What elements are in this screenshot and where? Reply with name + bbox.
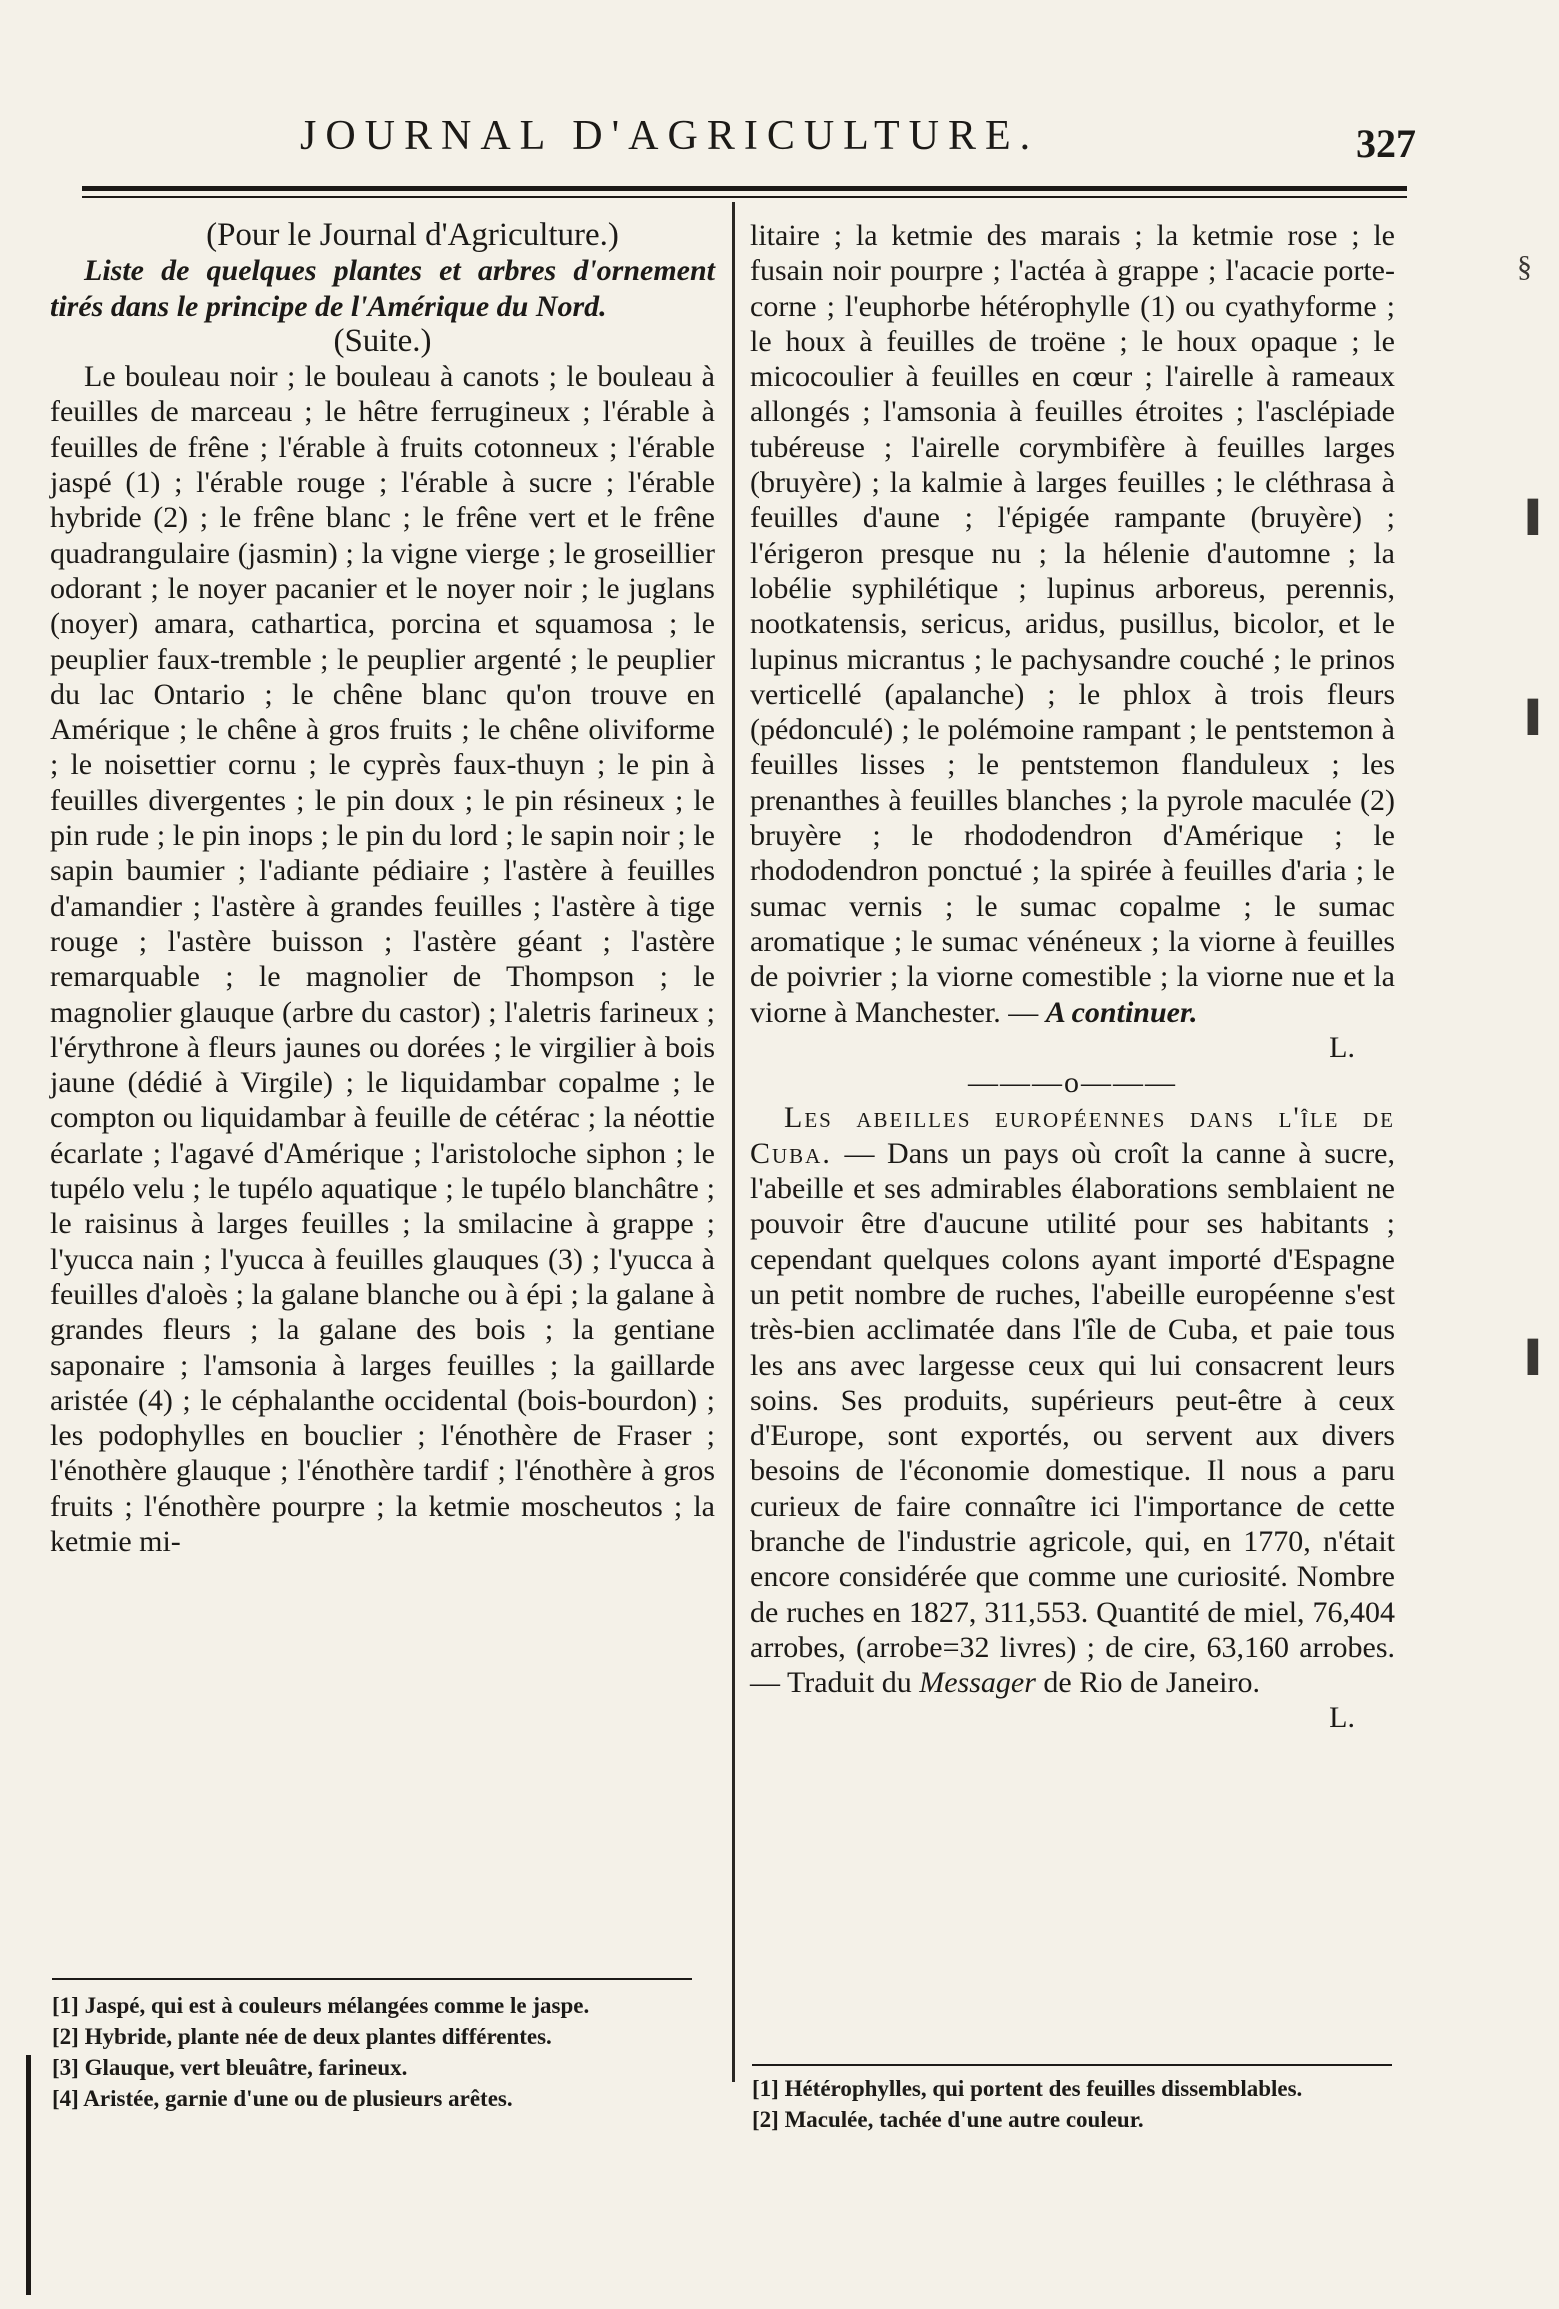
list-continuation: [750, 218, 1395, 1030]
footnote: [3] Glauque, vert bleuâtre, farineux.: [52, 2055, 408, 2080]
article-body: Le bouleau noir ; le bouleau à canots ; le bouleau à feuilles de marceau ; le hêtre ferrugineux ; l'érable à feuilles de frêne ; l'érable à fruits cotonneux ; l'érable jaspé (1) ; l'érable rouge ; l'érable à sucre ; l'érable hybride (2) ; le frêne blanc ; le frêne vert et le frêne quadrangulaire (jasmin) ; la vigne vierge ; le groseillier odorant ; le noyer pacanier et le noyer noir ; le juglans (noyer) amara, cathartica, porcina et squamosa ; le peuplier faux-tremble ; le peuplier argenté ; le peuplier du lac Ontario ; le chêne blanc qu'on trouve en Amérique ; le chêne à gros fruits ; le chêne oliviforme ; le noisettier cornu ; le cyprès faux-thuyn ; le pin à feuilles divergentes ; le pin doux ; le pin résineux ; le pin rude ; le pin inops ; le pin du lord ; le sapin noir ; le sapin baumier ; l'adiante pédiaire ; l'astère à feuilles d'amandier ; l'astère à grandes feuilles ; l'astère à tige rouge ; l'astère buisson ; l'astère géant ; l'astère remarquable ; le magnolier de Thompson ; le magnolier glauque (arbre du castor) ; l'aletris farineux ; l'érythrone à fleurs jaunes ou dorées ; le virgilier à bois jaune (dédié à Virgile) ; le liquidambar copalme ; le compton ou liquidambar à feuille de cétérac ; la néottie écarlate ; l'agavé d'Amérique ; l'aristoloche siphon ; le tupélo velu ; le tupélo aquatique ; le tupélo blanchâtre ; le raisinus à larges feuilles ; la smilacine à grappe ; l'yucca nain ; l'yucca à feuilles glauques (3) ; l'yucca à feuilles d'aloès ; la galane blanche ou à épi ; la galane à grandes fleurs ; la galane des bois ; la gentiane saponaire ; l'amsonia à larges feuilles ; la gaillarde aristée (4) ; le céphalanthe occidental (bois-bourdon) ; les podophylles en bouclier ; l'énothère de Fraser ; l'énothère glauque ; l'énothère tardif ; l'énothère à gros fruits ; l'énothère pourpre ; la ketmie moscheutos ; la ketmie mi-: [50, 360, 715, 1558]
list-body: litaire ; la ketmie des marais ; la ketmie rose ; le fusain noir pourpre ; l'actéa à grappe ; l'acacie porte-corne ; l'euphorbe hétérophylle (1) ou cyathyforme ; le houx à feuilles de troëne ; le houx opaque ; le micocoulier à feuilles en cœur ; l'airelle à rameaux allongés ; l'amsonia à feuilles étroites ; l'asclépiade tubéreuse ; l'airelle corymbifère à feuilles larges (bruyère) ; la kalmie à larges feuilles ; le cléthrasa à feuilles d'aune ; l'épigée rampante (bruyère) ; l'érigeron presque nu ; la hélenie d'automne ; la lobélie syphilétique ; lupinus arboreus, perennis, nootkatensis, sericus, aridus, pusillus, bicolor, et le lupinus micrantus ; le pachysandre couché ; le prinos verticellé (apalanche) ; le phlox à trois fleurs (pédonculé) ; le polémoine rampant ; le pentstemon à feuilles lisses ; le pentstemon flanduleux ; les prenanthes à feuilles blanches ; la pyrole maculée (2) bruyère ; le rhododendron d'Amérique ; le rhododendron ponctué ; la spirée à feuilles d'aria ; le sumac vernis ; le sumac copalme ; le sumac aromatique ; le sumac vénéneux ; la viorne à feuilles de poivrier ; la viorne comestible ; la viorne nue et la viorne à Manchester. —: [750, 219, 1395, 1029]
article-subtitle: Liste de quelques plantes et arbres d'ornement tirés dans le principe de l'Amérique du Nord.: [50, 254, 715, 323]
footnote: [4] Aristée, garnie d'une ou de plusieurs arêtes.: [52, 2086, 513, 2111]
footnote: [2] Maculée, tachée d'une autre couleur.: [752, 2107, 1144, 2132]
footnote: [2] Hybride, plante née de deux plantes différentes.: [52, 2024, 552, 2049]
running-head: JOURNAL D'AGRICULTURE.: [300, 113, 1040, 159]
footnote-rule: [52, 1978, 692, 1980]
footnote-rule: [752, 2064, 1392, 2066]
article-tail: de Rio de Janeiro.: [1043, 1666, 1260, 1700]
source-name: Messager: [919, 1666, 1036, 1700]
left-column: [50, 218, 715, 1559]
margin-mark: ▐: [1517, 1340, 1539, 1373]
section-ornament: ———o———: [968, 1066, 1177, 1100]
signature: L.: [1329, 1030, 1355, 1064]
article-signature: L.: [1329, 1701, 1355, 1735]
header-rule-thin: [82, 196, 1407, 198]
right-footnotes: [752, 2073, 1397, 2135]
article-body: — Dans un pays où croît la canne à sucre, l'abeille et ses admirables élaborations semblaient ne pouvoir être d'aucune utilité pour ses habitants ; cependant quelques colons ayant importé d'Espagne un petit nombre de ruches, l'abeille européenne s'est très-bien acclimatée dans l'île de Cuba, et paie tous les ans avec largesse ceux qui lui consacrent leurs soins. Ses produits, supérieurs peut-être à ceux d'Europe, sont exportés, ou servent aux divers besoins de l'économie domestique. Il nous a paru curieux de faire connaître ici l'importance de cette branche de l'industrie agricole, qui, en 1770, n'était encore considérée que comme une curiosité. Nombre de ruches en 1827, 311,553. Quantité de miel, 76,404 arrobes, (arrobe=32 livres) ; de cire, 63,160 arrobes. — Traduit du: [750, 1136, 1395, 1700]
margin-mark: ▐: [1517, 500, 1539, 533]
header-rule-thick: [82, 186, 1407, 191]
page-number: 327: [1356, 121, 1416, 166]
cuba-article: [750, 1100, 1395, 1700]
footnote: [1] Hétérophylles, qui portent des feuilles dissemblables.: [752, 2076, 1303, 2101]
source-heading: (Pour le Journal d'Agriculture.): [206, 217, 619, 253]
footnote: [1] Jaspé, qui est à couleurs mélangées comme le jaspe.: [52, 1993, 590, 2018]
to-be-continued: A continuer.: [1045, 995, 1198, 1029]
article-heading: Les abeilles européennes dans l'île de Cuba.: [750, 1101, 1395, 1170]
margin-mark: ▐: [1517, 700, 1539, 733]
right-column: [750, 218, 1395, 1736]
margin-bar: [26, 2055, 31, 2295]
continuation-label: (Suite.): [333, 322, 432, 359]
margin-mark: §: [1517, 250, 1532, 283]
left-footnotes: [52, 1990, 717, 2114]
column-divider: [732, 202, 735, 2082]
